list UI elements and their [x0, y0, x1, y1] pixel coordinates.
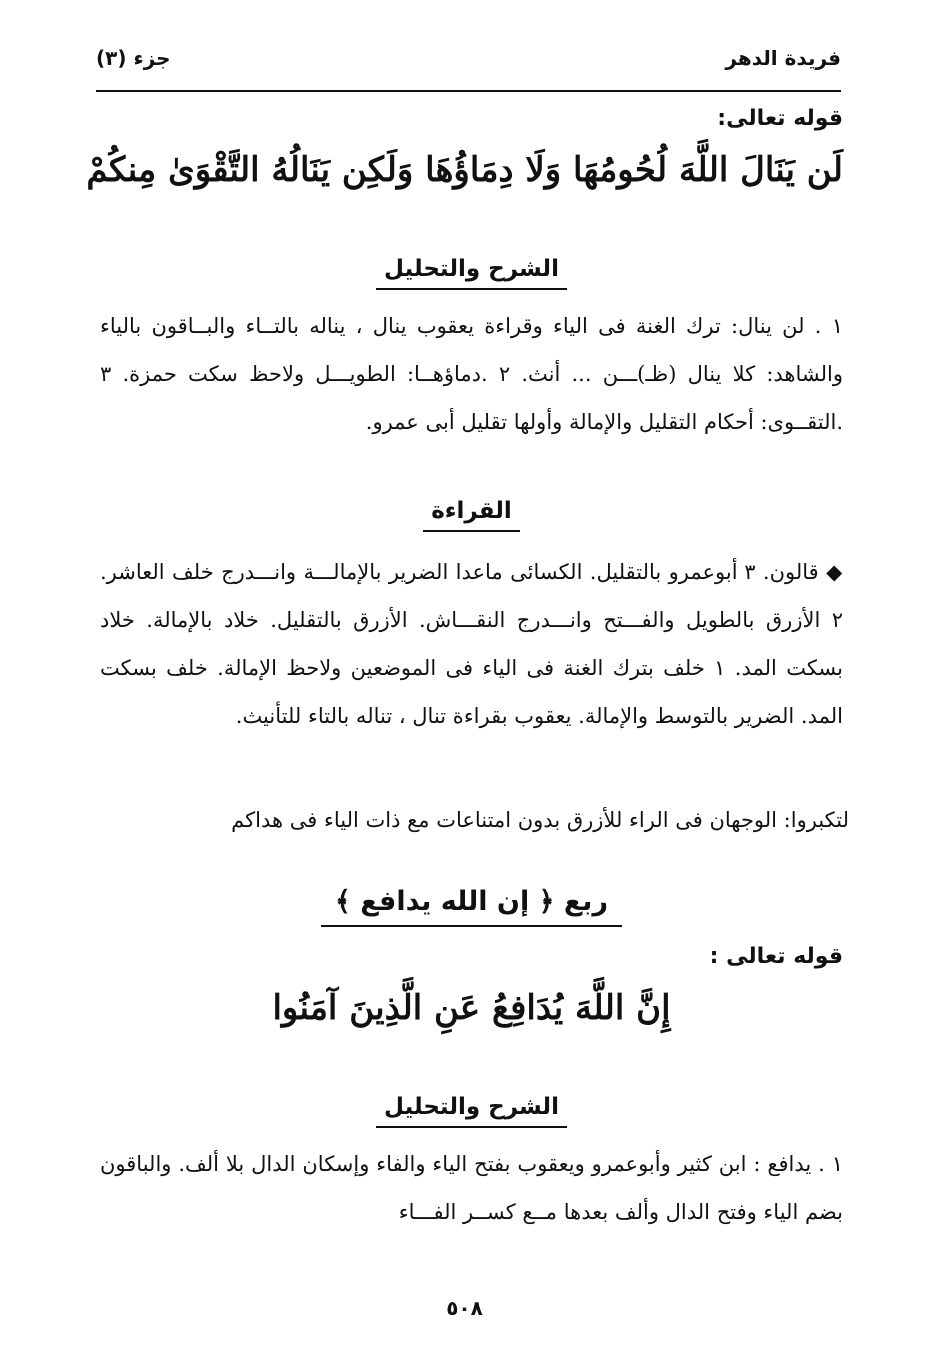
verse-intro-label-2: قوله تعالى :: [709, 944, 843, 969]
sharh-heading-text-2: الشرح والتحليل: [376, 1094, 567, 1128]
running-header: [96, 30, 841, 86]
qiraa-heading: [100, 498, 843, 532]
rub-heading-text: ربع ﴿ إن الله يدافع ﴾: [321, 886, 622, 927]
book-title: فريدة الدهر: [725, 46, 841, 70]
qiraa-heading-text: القراءة: [423, 498, 520, 532]
qiraa-paragraph: [100, 548, 843, 740]
verse-text: لَن يَنَالَ اللَّهَ لُحُومُهَا وَلَا دِمَاؤُهَا وَلَكِن يَنَالُهُ التَّقْوَىٰ مِنكُمْ: [86, 150, 843, 190]
diamond-bullet-icon: ◆: [826, 560, 843, 584]
verse-intro-label: قوله تعالى:: [717, 106, 843, 131]
rub-heading: [100, 886, 843, 927]
qiraa-text: قالون. ٣ أبوعمرو بالتقليل. الكسائى ماعدا الضرير بالإمالـــة وانـــدرج خلف العاشر. ٢ الأزرق بالطويل والفـــتح وانـــدرج النقـــاش. الأزرق بالتقليل. خلاد بالإمالة. خلاد بسكت المد. ١ خلف بترك الغنة فى الياء فى الموضعين ولاحظ الإمالة. خلف بسكت المد. الضرير بالتوسط والإمالة. يعقوب بقراءة تنال ، تناله بالتاء للتأنيث.: [100, 560, 843, 728]
page-number: ٥٠٨: [446, 1296, 483, 1320]
sharh-heading-2: [100, 1094, 843, 1128]
sharh-paragraph: ١ . لن ينال: ترك الغنة فى الياء وقراءة يعقوب ينال ، يناله بالتــاء والبــاقون بالياء والشاهد: كلا ينال (ظـ)ـــن ... أنث. ٢ .دماؤهــا: الطويـــل ولاحظ سكت حمزة. ٣ .التقــوى: أحكام التقليل والإمالة وأولها تقليل أبى عمرو.: [100, 314, 844, 434]
sharh-heading-text: الشرح والتحليل: [376, 256, 567, 290]
takbir-note: لتكبروا: الوجهان فى الراء للأزرق بدون امتناعات مع ذات الياء فى هداكم: [231, 808, 849, 832]
verse-text-2: إِنَّ اللَّهَ يُدَافِعُ عَنِ الَّذِينَ آمَنُوا: [272, 988, 671, 1028]
sharh-paragraph-2: ١ . يدافع : ابن كثير وأبوعمرو ويعقوب بفتح الياء والفاء وإسكان الدال بلا ألف. والباقون بضم الياء وفتح الدال وألف بعدها مــع كســر الفـــاء: [100, 1152, 843, 1224]
sharh-heading: [100, 256, 843, 290]
part-label: جزء (٣): [96, 46, 171, 70]
header-divider: [96, 90, 841, 92]
